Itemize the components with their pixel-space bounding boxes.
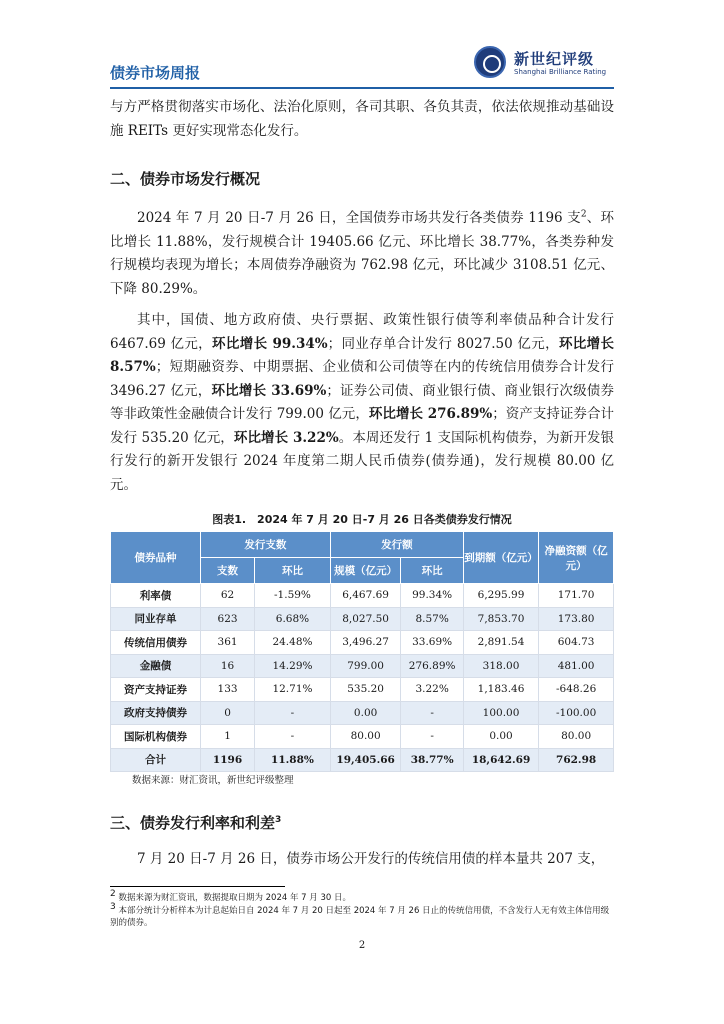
cell-issue-amount: 80.00 [330,725,401,749]
table-source: 数据来源：财汇资讯，新世纪评级整理 [132,775,294,786]
cell-count-change: -1.59% [255,584,331,608]
cell-amount-change: - [401,701,463,725]
footnote-divider [110,886,285,887]
cell-count-change: - [255,701,331,725]
cell-bond-type: 传统信用债券 [111,631,201,655]
total-bond-type: 合计 [111,748,201,772]
growth-highlight: 环比增长 33.69% [211,382,327,399]
header-count-group: 发行支数 [201,532,331,558]
cell-maturity-amount: 7,853.70 [463,607,538,631]
header-net-financing: 净融资额（亿元） [539,532,614,584]
cell-net-financing: 80.00 [539,725,614,749]
footnote-2-text: 数据来源为财汇资讯，数据提取日期为 2024 年 7 月 30 日。 [118,893,352,903]
table-row [111,607,614,631]
footnote-2-marker: 2 [110,889,116,900]
paragraph-text: ；证券公司债、商业银行债、商业银行次级债券等非政策性金融债合计发行 799.00 亿元， [110,382,615,422]
paragraph-text: 其中，国债、地方政府债、央行票据、政策性银行债等利率债品种合计发行 6467.69 亿元， [110,312,614,352]
section2-paragraph-1 [110,207,614,301]
growth-highlight: 环比增长 3.22% [233,429,339,446]
cell-bond-type: 政府支持债券 [111,701,201,725]
section2-p1-part-b: 、环比增长 11.88%，发行规模合计 19405.66 亿元、环比增长 38.77%，各类券种发行规模均表现为增长；本周债券净融资为 762.98 亿元，环比减少 3108.51 亿元、下降 80.29%。 [110,210,615,297]
cell-net-financing: -100.00 [539,701,614,725]
table-row [111,725,614,749]
footnote-ref-2[interactable]: 2 [580,209,587,220]
paragraph-text: ；同业存单合计发行 8027.50 亿元， [327,335,559,352]
section2-p1-part-a: 2024 年 7 月 20 日-7 月 26 日，全国债券市场共发行各类债券 1196 支 [137,210,581,226]
cell-maturity-amount: 6,295.99 [463,584,538,608]
cell-net-financing: 171.70 [539,584,614,608]
cell-issue-count: 361 [201,631,255,655]
cell-issue-amount: 0.00 [330,701,401,725]
cell-issue-amount: 6,467.69 [330,584,401,608]
cell-bond-type: 金融债 [111,654,201,678]
cell-net-financing: 173.80 [539,607,614,631]
paragraph-text: 。本周还发行 1 支国际机构债券，为新开发银行发行的新开发银行 2024 年度第二期人民币债券(债券通)，发行规模 80.00 亿元。 [110,429,614,493]
logo-name: 新世纪评级 [514,50,595,68]
cell-maturity-amount: 0.00 [463,725,538,749]
footnote-3 [110,901,614,930]
section2-heading: 二、债券市场发行概况 [110,170,261,188]
table-row [111,654,614,678]
total-maturity-amount: 18,642.69 [463,748,538,772]
logo-english-name: Shanghai Brilliance Rating [514,68,607,76]
cell-amount-change: 99.34% [401,584,463,608]
cell-issue-amount: 3,496.27 [330,631,401,655]
table-row [111,701,614,725]
cell-maturity-amount: 100.00 [463,701,538,725]
cell-maturity-amount: 1,183.46 [463,678,538,702]
page-header [110,40,614,90]
header-amount: 规模（亿元） [330,558,401,584]
cell-issue-count: 1 [201,725,255,749]
cell-maturity-amount: 318.00 [463,654,538,678]
cell-amount-change: 8.57% [401,607,463,631]
cell-issue-count: 16 [201,654,255,678]
cell-count-change: - [255,725,331,749]
growth-highlight: 环比增长 8.57% [110,335,614,375]
page-body [110,96,614,872]
header-maturity: 到期额（亿元） [463,532,538,584]
section3-title: 三、债券发行利率和利差 [110,814,276,832]
paragraph-text: ；资产支持证券合计发行 535.20 亿元， [110,406,614,446]
cell-maturity-amount: 2,891.54 [463,631,538,655]
cell-bond-type: 利率债 [111,584,201,608]
cell-issue-count: 0 [201,701,255,725]
header-count-change: 环比 [255,558,331,584]
header-count: 支数 [201,558,255,584]
footnotes [110,889,614,930]
table-row [111,678,614,702]
header-amount-change: 环比 [401,558,463,584]
cell-issue-count: 62 [201,584,255,608]
cell-issue-count: 133 [201,678,255,702]
growth-highlight: 环比增长 99.34% [212,335,328,352]
cell-amount-change: 33.69% [401,631,463,655]
issuance-table [110,531,614,772]
footnote-3-text: 本部分统计分析样本为计息起始日自 2024 年 7 月 20 日起至 2024 年 7 月 26 日止的传统信用债，不含发行人无有效主体信用级别的债券。 [110,905,610,928]
total-amount-change: 38.77% [401,748,463,772]
total-issue-count: 1196 [201,748,255,772]
section2-paragraph-2 [110,309,614,497]
cell-issue-amount: 8,027.50 [330,607,401,631]
header-divider [110,87,614,89]
header-bond-type: 债券品种 [111,532,201,584]
growth-highlight: 环比增长 276.89% [368,406,493,422]
cell-issue-amount: 799.00 [330,654,401,678]
paragraph-text: ；短期融资券、中期票据、企业债和公司债等在内的传统信用债券合计发行 3496.27 亿元， [110,359,614,399]
table-row [111,584,614,608]
logo-emblem-icon [474,46,506,78]
cell-bond-type: 同业存单 [111,607,201,631]
footnote-3-marker: 3 [110,901,116,912]
table-total-row [111,748,614,772]
cell-bond-type: 资产支持证券 [111,678,201,702]
header-amount-group: 发行额 [330,532,463,558]
footnote-ref-3[interactable]: 3 [275,815,282,825]
section3-paragraph-1: 7 月 20 日-7 月 26 日，债券市场公开发行的传统信用债的样本量共 207 支， [137,851,605,867]
cell-issue-amount: 535.20 [330,678,401,702]
cell-net-financing: 604.73 [539,631,614,655]
footnote-2 [110,889,614,905]
table-caption: 图表1. 2024 年 7 月 20 日-7 月 26 日各类债券发行情况 [212,513,512,526]
table-body [111,584,614,772]
report-title: 债券市场周报 [110,64,201,82]
cell-count-change: 14.29% [255,654,331,678]
page-number: 2 [358,940,366,951]
total-count-change: 11.88% [255,748,331,772]
cell-bond-type: 国际机构债券 [111,725,201,749]
total-net-financing: 762.98 [539,748,614,772]
cell-count-change: 6.68% [255,607,331,631]
cell-net-financing: 481.00 [539,654,614,678]
cell-count-change: 24.48% [255,631,331,655]
cell-amount-change: - [401,725,463,749]
cell-net-financing: -648.26 [539,678,614,702]
section3-heading [110,812,614,834]
cell-amount-change: 3.22% [401,678,463,702]
table-row [111,631,614,655]
company-logo [474,46,614,82]
cell-amount-change: 276.89% [401,654,463,678]
total-issue-amount: 19,405.66 [330,748,401,772]
cell-count-change: 12.71% [255,678,331,702]
cell-issue-count: 623 [201,607,255,631]
intro-continuation: 与方严格贯彻落实市场化、法治化原则，各司其职、各负其责，依法依规推动基础设施 REITs 更好实现常态化发行。 [110,99,614,139]
